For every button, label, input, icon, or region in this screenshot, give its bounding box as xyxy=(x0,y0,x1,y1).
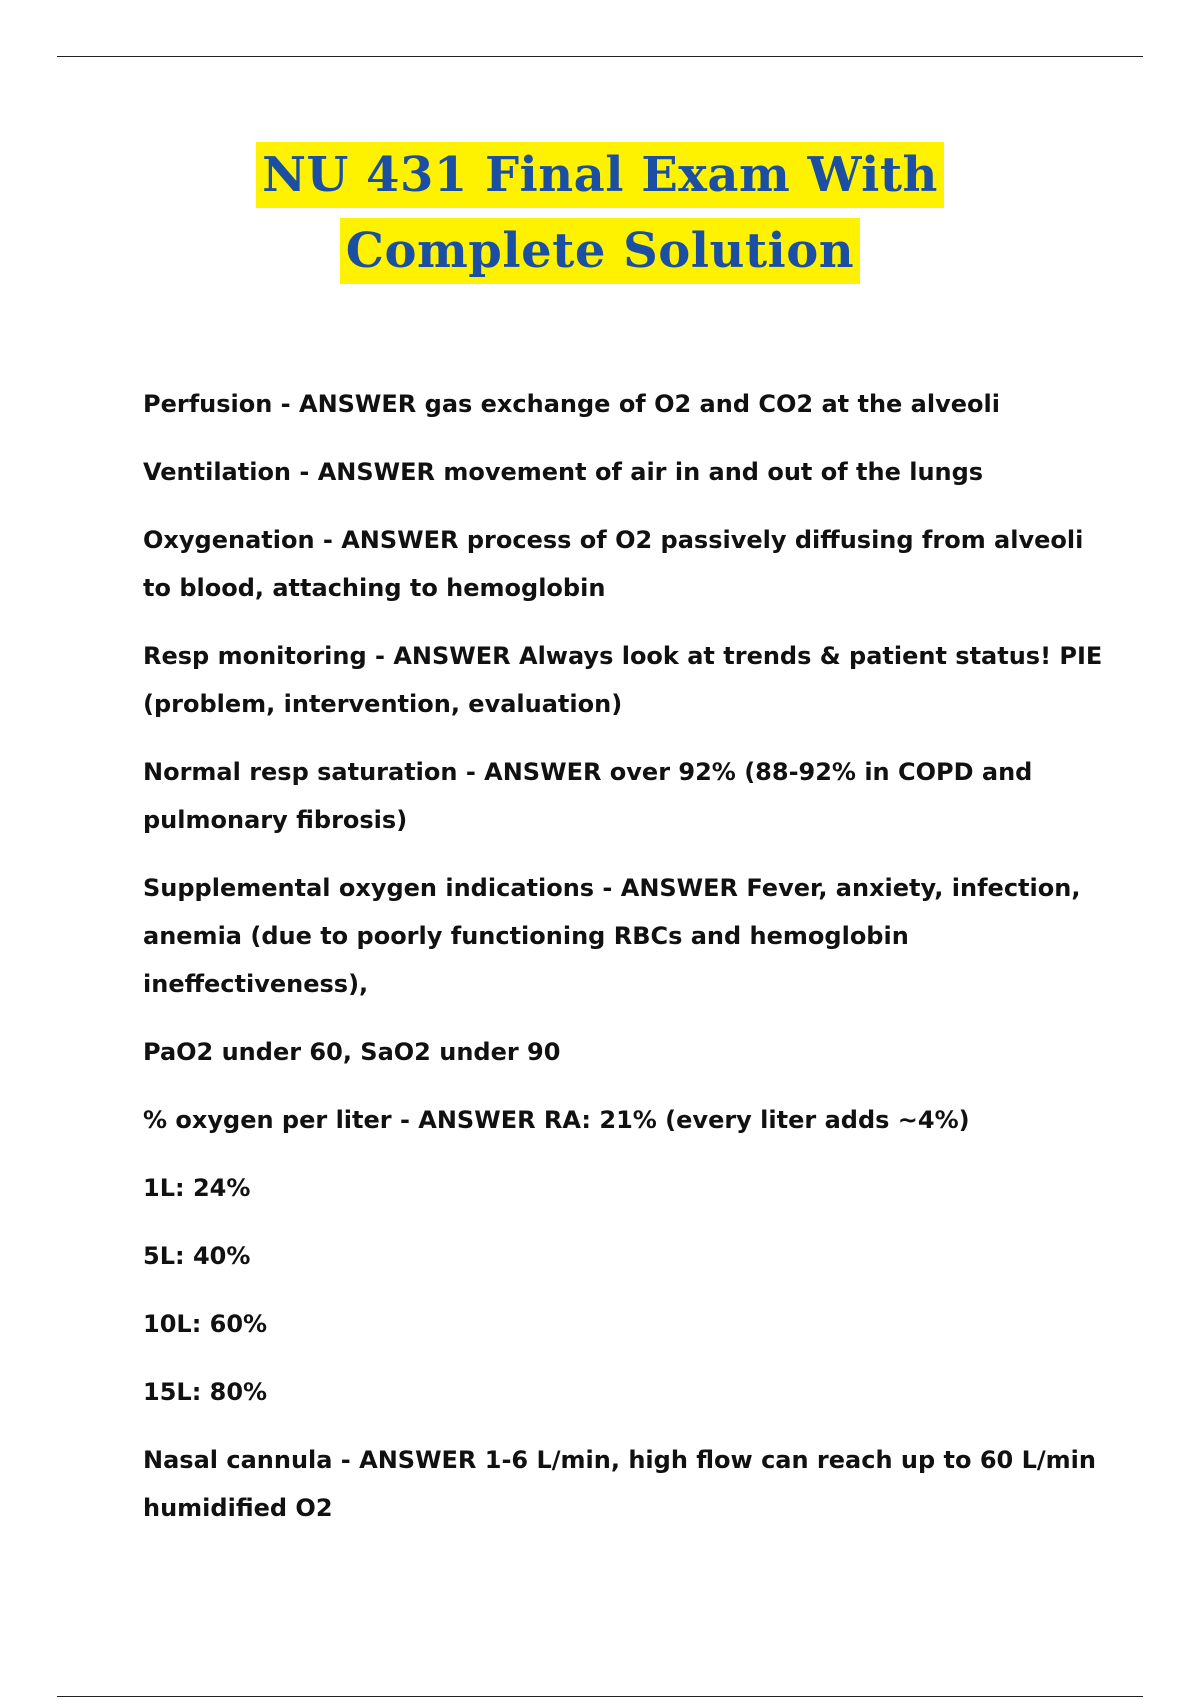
title-line-1: NU 431 Final Exam With xyxy=(256,142,944,208)
qa-entry-oxygenation: Oxygenation - ANSWER process of O2 passively diffusing from alveoli to blood, attaching to hemoglobin xyxy=(143,526,1084,602)
qa-entry-10l: 10L: 60% xyxy=(143,1310,268,1338)
qa-entry-15l: 15L: 80% xyxy=(143,1378,268,1406)
qa-entry-normal-resp-saturation: Normal resp saturation - ANSWER over 92% (88-92% in COPD and pulmonary fibrosis) xyxy=(143,758,1033,834)
document-title xyxy=(0,142,1200,284)
title-line-2: Complete Solution xyxy=(340,218,860,284)
qa-entry-5l: 5L: 40% xyxy=(143,1242,251,1270)
footer-rule xyxy=(57,1696,1143,1697)
qa-entry-1l: 1L: 24% xyxy=(143,1174,251,1202)
qa-list xyxy=(143,380,1103,1552)
qa-entry-pao2-sao2: PaO2 under 60, SaO2 under 90 xyxy=(143,1038,561,1066)
header-rule xyxy=(57,56,1143,57)
qa-entry-perfusion: Perfusion - ANSWER gas exchange of O2 and CO2 at the alveoli xyxy=(143,390,1000,418)
qa-entry-nasal-cannula: Nasal cannula - ANSWER 1-6 L/min, high flow can reach up to 60 L/min humidified O2 xyxy=(143,1446,1096,1522)
qa-entry-supplemental-oxygen: Supplemental oxygen indications - ANSWER Fever, anxiety, infection, anemia (due to poorly functioning RBCs and hemoglobin ineffectiveness), xyxy=(143,874,1081,998)
qa-entry-resp-monitoring: Resp monitoring - ANSWER Always look at trends & patient status! PIE (problem, intervention, evaluation) xyxy=(143,642,1103,718)
qa-entry-ventilation: Ventilation - ANSWER movement of air in and out of the lungs xyxy=(143,458,984,486)
qa-entry-oxygen-per-liter: % oxygen per liter - ANSWER RA: 21% (every liter adds ~4%) xyxy=(143,1106,970,1134)
